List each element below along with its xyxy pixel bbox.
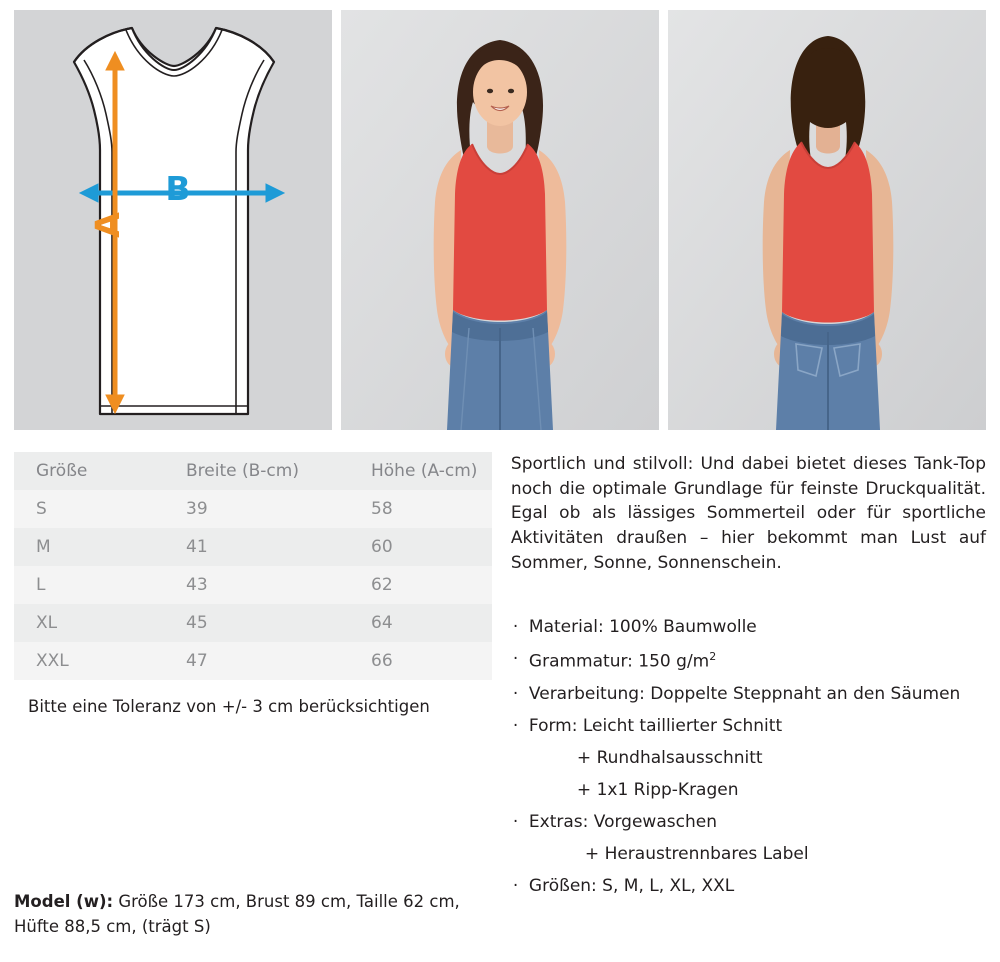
description-column [499, 452, 986, 910]
table-row [14, 604, 492, 642]
product-image-row [0, 0, 1000, 430]
svg-text:B: B [165, 169, 191, 208]
list-item [511, 811, 986, 864]
bullet-icon: · [512, 617, 519, 638]
bullet-icon: · [512, 683, 519, 704]
cell-width: 41 [164, 528, 349, 566]
model-note-label: Model (w): [14, 892, 114, 911]
feature-text: Verarbeitung: Doppelte Steppnaht an den Säumen [528, 683, 961, 704]
details-section [0, 430, 1000, 910]
table-row [14, 490, 492, 528]
feature-subtext: + Rundhalsausschnitt [576, 747, 763, 768]
cell-width: 43 [164, 566, 349, 604]
cell-size: M [14, 528, 164, 566]
bullet-icon: · [512, 875, 519, 896]
cell-width: 47 [164, 642, 349, 680]
model-note [14, 890, 494, 940]
column-header-height: Höhe (A-cm) [349, 452, 492, 490]
list-item [511, 651, 986, 671]
cell-height: 60 [349, 528, 492, 566]
cell-size: S [14, 490, 164, 528]
bullet-icon: · [512, 649, 519, 670]
feature-text: Extras: Vorgewaschen [528, 811, 717, 832]
cell-width: 39 [164, 490, 349, 528]
tolerance-note: Bitte eine Toleranz von +/- 3 cm berücksichtigen [28, 697, 430, 716]
product-description: Sportlich und stilvoll: Und dabei bietet dieses Tank-Top noch die optimale Grundlage für feinste Druckqualität. Egal ob als lässiges Sommerteil oder für sportliche Aktivitäten draußen – hier bekommt man Lust auf Sommer, Sonne, Sonnenschein. [510, 454, 986, 573]
size-table-column [14, 452, 499, 910]
table-row [14, 528, 492, 566]
bullet-icon: · [512, 811, 519, 832]
bullet-icon: · [512, 715, 519, 736]
column-header-size: Größe [14, 452, 164, 490]
table-header-row [14, 452, 492, 490]
feature-list [511, 619, 986, 895]
list-item [511, 683, 986, 704]
list-item [511, 619, 986, 636]
feature-text: Größen: S, M, L, XL, XXL [528, 875, 735, 896]
list-item [511, 875, 986, 896]
cell-height: 58 [349, 490, 492, 528]
svg-text:A: A [88, 212, 127, 238]
cell-height: 62 [349, 566, 492, 604]
table-row [14, 566, 492, 604]
model-note-text: Größe 173 cm, Brust 89 cm, Taille 62 cm, Hüfte 88,5 cm, (trägt S) [14, 892, 460, 936]
table-row [14, 642, 492, 680]
cell-height: 64 [349, 604, 492, 642]
column-header-width: Breite (B-cm) [164, 452, 349, 490]
cell-size: XL [14, 604, 164, 642]
cell-width: 45 [164, 604, 349, 642]
tank-top-technical-drawing [14, 10, 332, 430]
model-back-view [668, 10, 986, 430]
feature-superscript: 2 [709, 650, 717, 664]
cell-size: L [14, 566, 164, 604]
list-item [511, 715, 986, 800]
feature-subtext: + Heraustrennbares Label [584, 843, 809, 864]
feature-text: Grammatur: 150 g/m [528, 651, 710, 672]
cell-size: XXL [14, 642, 164, 680]
feature-text: Material: 100% Baumwolle [528, 617, 757, 638]
feature-text: Form: Leicht taillierter Schnitt [528, 715, 783, 736]
feature-subtext: + 1x1 Ripp-Kragen [576, 779, 739, 800]
model-front-view [341, 10, 659, 430]
cell-height: 66 [349, 642, 492, 680]
size-table [14, 452, 492, 680]
